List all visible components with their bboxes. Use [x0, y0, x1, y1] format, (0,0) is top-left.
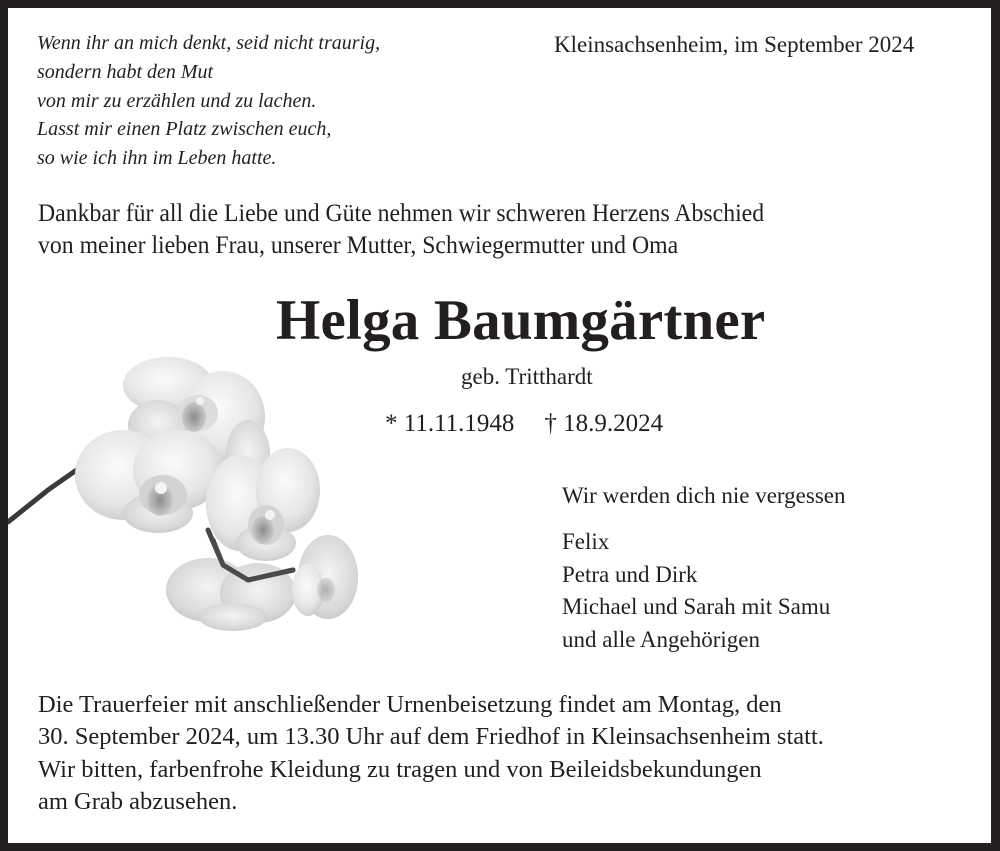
motto: Wir werden dich nie vergessen [562, 483, 846, 508]
mourner: und alle Angehörigen [562, 626, 761, 652]
orchid-flower-left [75, 430, 223, 533]
ceremony-line: Wir bitten, farbenfrohe Kleidung zu tragen und von Beileidsbekundungen [38, 755, 762, 783]
intro-text [38, 198, 764, 262]
maiden-name: geb. Tritthardt [461, 364, 593, 389]
deceased-name: Helga Baumgärtner [276, 289, 766, 352]
mourner: Felix [562, 529, 610, 554]
mourners-list [562, 526, 830, 656]
intro-line: von meiner lieben Frau, unserer Mutter, Schwiegermutter und Oma [38, 232, 679, 259]
poem-line: von mir zu erzählen und zu lachen. [37, 89, 317, 112]
mourner: Petra und Dirk [562, 561, 698, 587]
poem-line: Lasst mir einen Platz zwischen euch, [37, 118, 332, 141]
ceremony-line: Die Trauerfeier mit anschließender Urnenbeisetzung findet am Montag, den [38, 691, 782, 718]
ceremony-line: am Grab abzusehen. [38, 787, 238, 815]
birth-date: * 11.11.1948 [385, 410, 515, 437]
orchid-image [8, 355, 368, 635]
ceremony-info [38, 689, 824, 818]
poem-line: so wie ich ihn im Leben hatte. [37, 147, 277, 170]
poem-line: sondern habt den Mut [37, 60, 214, 83]
place-and-date: Kleinsachsenheim, im September 2024 [554, 32, 915, 57]
mourner: Michael und Sarah mit Samu [562, 594, 831, 619]
life-dates [385, 408, 663, 440]
poem [37, 29, 380, 173]
ceremony-line: 30. September 2024, um 13.30 Uhr auf dem Friedhof in Kleinsachsenheim statt. [38, 723, 824, 751]
poem-line: Wenn ihr an mich denkt, seid nicht traurig, [37, 32, 381, 54]
death-date: † 18.9.2024 [544, 410, 664, 437]
orchid-flower-right [292, 535, 358, 619]
intro-line: Dankbar für all die Liebe und Güte nehmen wir schweren Herzens Abschied [38, 200, 765, 227]
